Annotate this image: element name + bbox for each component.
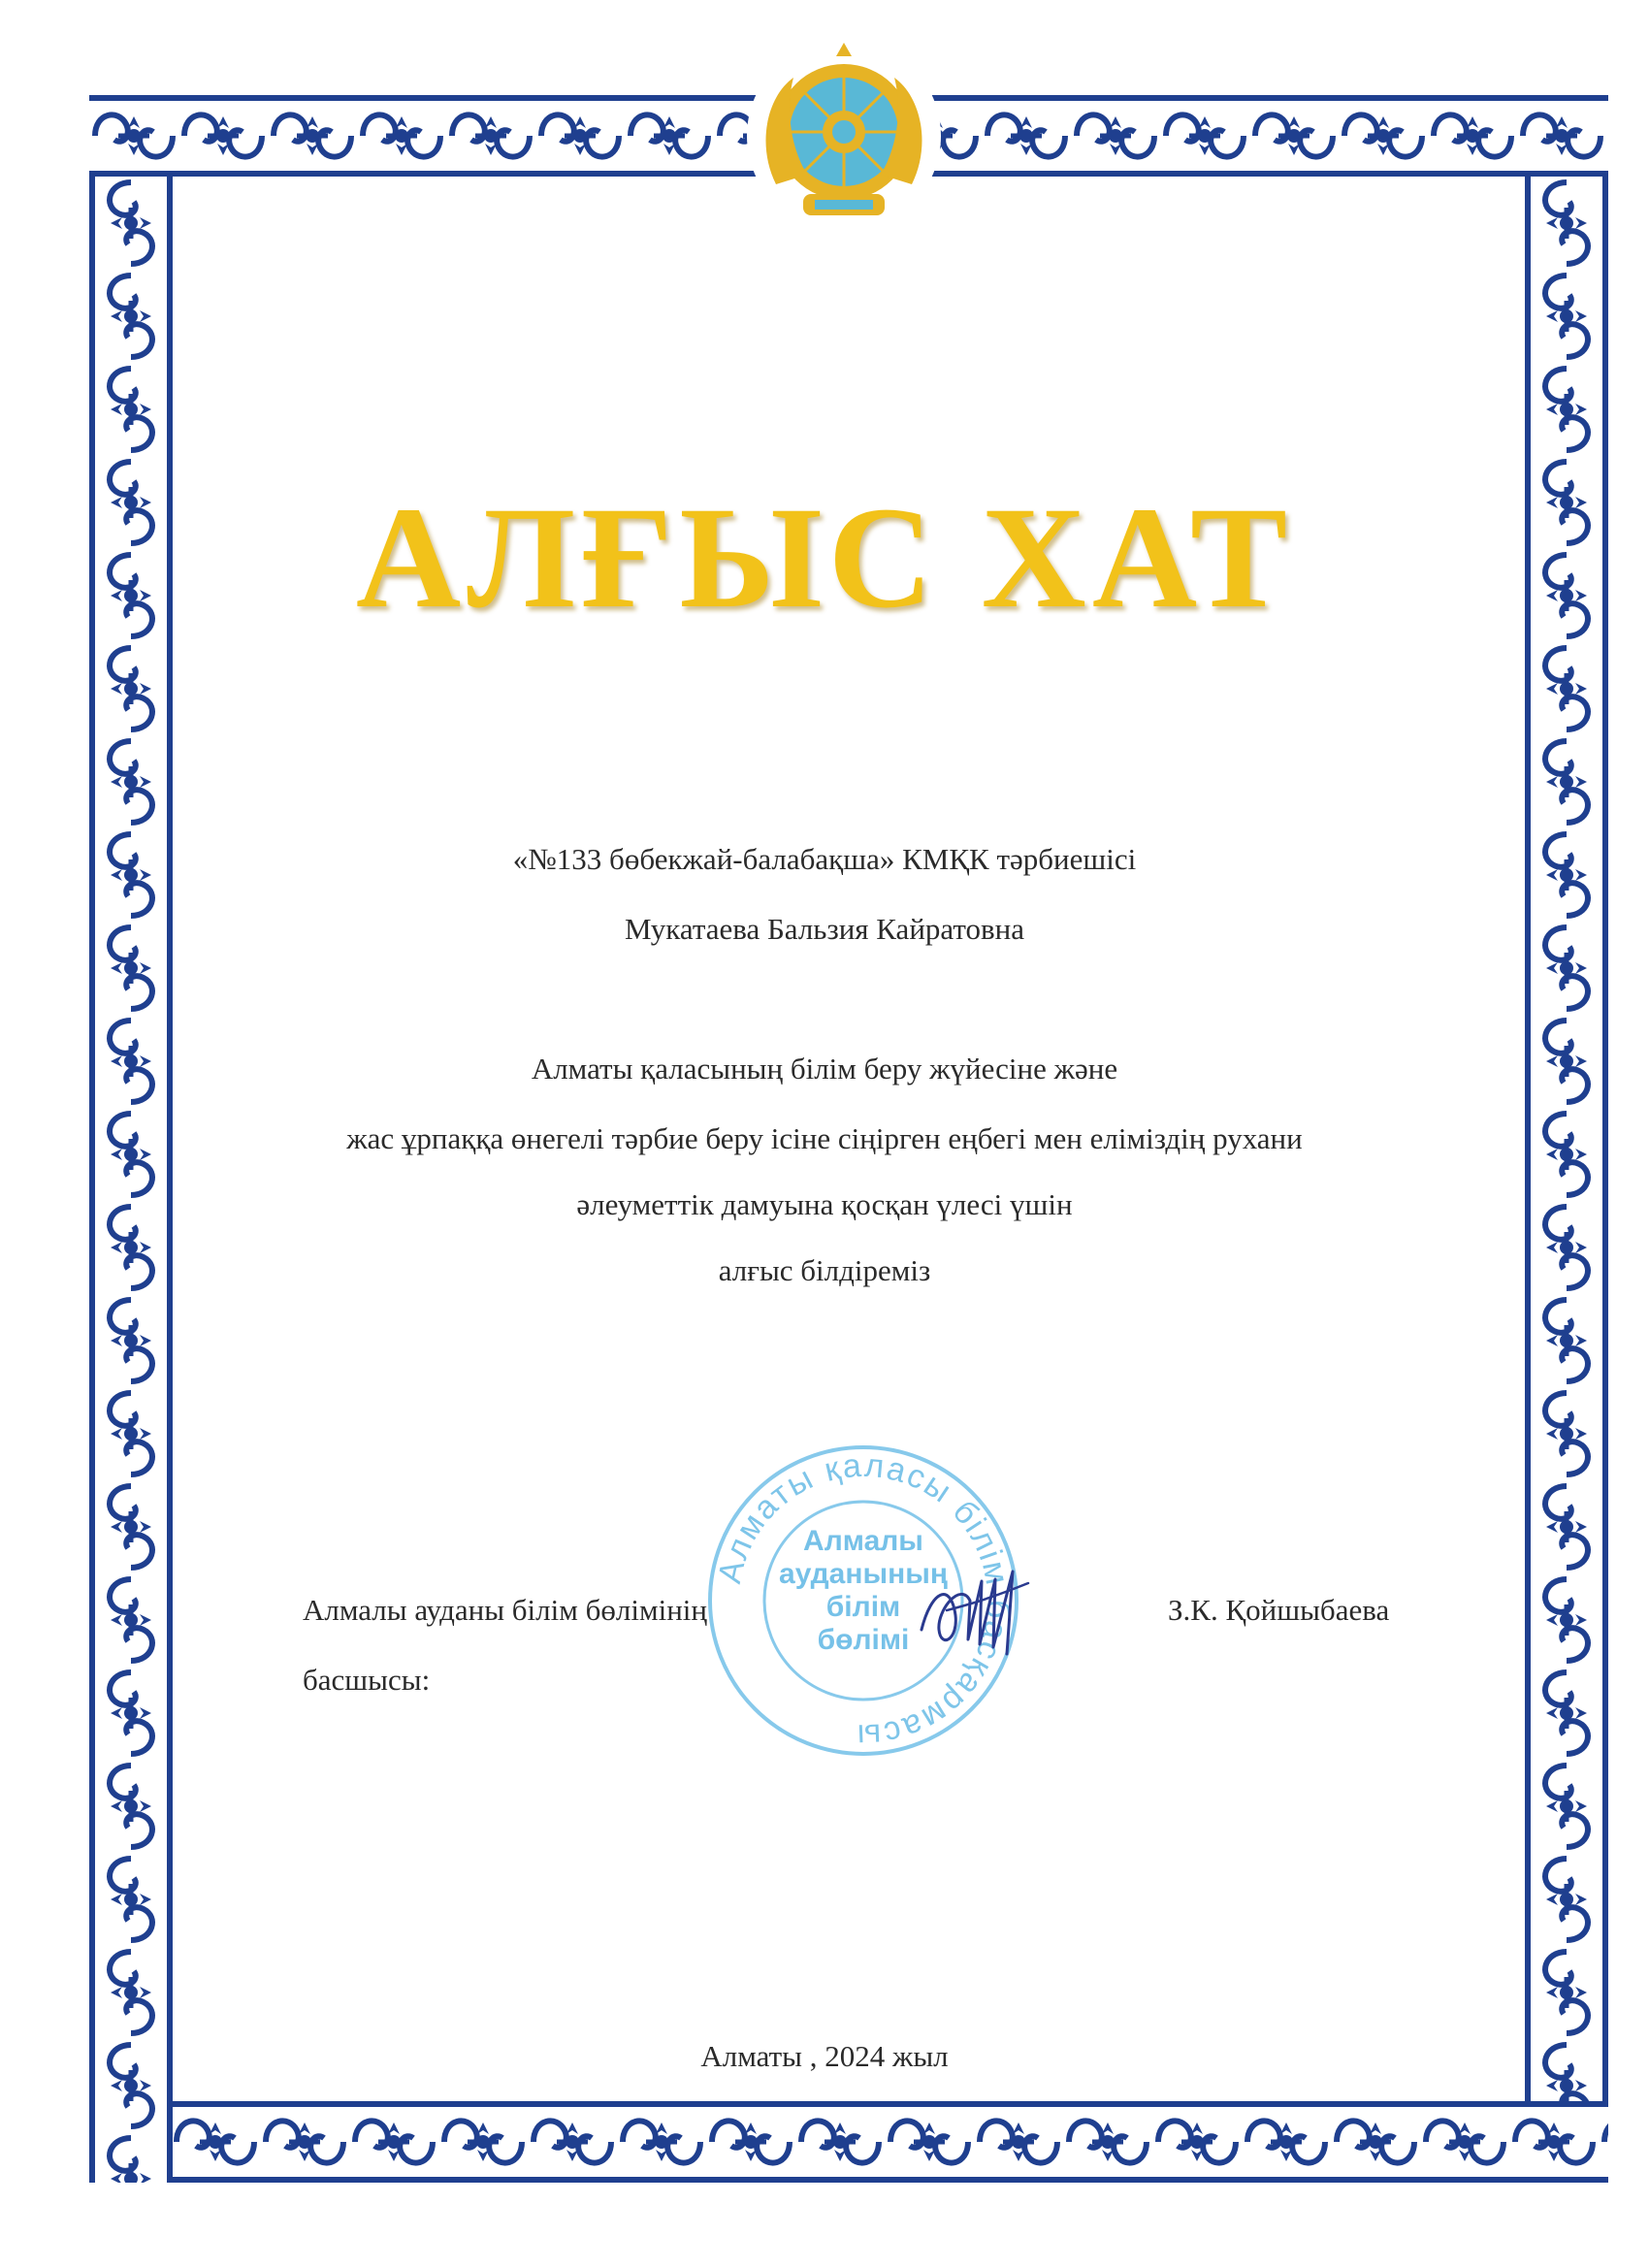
document-title: АЛҒЫС ХАТ: [355, 477, 1294, 638]
svg-text:Алматы қаласы білім басқармасы: Алматы қаласы білім басқармасы: [711, 1446, 1018, 1755]
recipient-organization: «№133 бөбекжай-балабақша» КМҚК тәрбиешісі: [512, 842, 1137, 876]
svg-text:ауданының: ауданының: [779, 1558, 948, 1590]
body-line-4: алғыс білдіреміз: [718, 1253, 931, 1287]
signatory-title-line-1: Алмалы ауданы білім бөлімінің: [303, 1593, 707, 1627]
svg-text:білім: білім: [825, 1591, 901, 1623]
ornamental-border-bottom: [171, 2101, 1608, 2183]
signatory-title-line-2: басшысы:: [303, 1663, 431, 1697]
place-and-date: Алматы , 2024 жыл: [700, 2039, 949, 2073]
svg-text:Алмалы: Алмалы: [803, 1525, 923, 1557]
body-line-1: Алматы қаласының білім беру жүйесіне және: [531, 1052, 1118, 1085]
body-line-2: жас ұрпаққа өнегелі тәрбие беру ісіне сіңірген еңбегі мен еліміздің рухани: [346, 1121, 1303, 1155]
signatory-name: З.К. Қойшыбаева: [1168, 1593, 1390, 1627]
svg-text:бөлімі: бөлімі: [817, 1624, 910, 1656]
recipient-name: Мукатаева Бальзия Кайратовна: [624, 912, 1024, 946]
handwritten-signature: [912, 1562, 1048, 1669]
body-line-3: әлеуметтік дамуына қосқан үлесі үшін: [576, 1187, 1073, 1221]
state-emblem-icon: [747, 39, 941, 233]
